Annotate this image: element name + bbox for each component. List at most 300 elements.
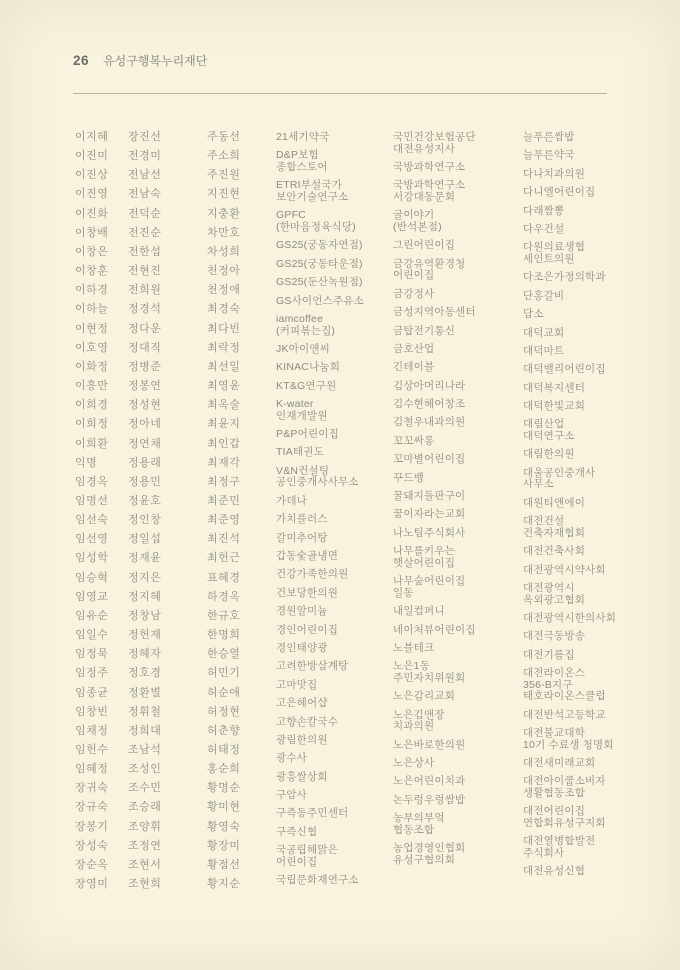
donor-name: 허정현 — [207, 705, 241, 718]
donor-name: 전한섭 — [128, 245, 162, 258]
donor-name: 최재각 — [207, 456, 241, 469]
donor-name: 임정주 — [75, 667, 109, 680]
org-entry-line: 21세기약국 — [276, 131, 330, 143]
donor-name: 정재윤 — [128, 552, 162, 565]
org-entry-line: 건강가족한의원 — [276, 568, 349, 581]
donor-name: 이지혜 — [75, 131, 109, 143]
donor-name: 정휘철 — [128, 705, 162, 718]
donor-name: 정인창 — [128, 514, 162, 527]
donor-name: 정용민 — [128, 475, 162, 488]
org-entry — [523, 650, 616, 662]
donor-name: 주소희 — [207, 150, 241, 163]
org-entry-line: 노은상사 — [393, 757, 435, 770]
org-entry-line: 꿈이자라는교회 — [393, 508, 466, 521]
org-entry-line: 국민건강보험공단 — [393, 131, 476, 143]
donor-name: 장영미 — [75, 878, 109, 891]
donor-name: 지진현 — [207, 188, 241, 201]
donor-name: 정희대 — [128, 724, 162, 737]
donor-name: 천정아 — [207, 265, 241, 278]
org-entry — [523, 383, 616, 395]
org-entry-line: 긴테이블 — [393, 361, 435, 374]
org-entry — [393, 528, 476, 540]
org-entry-line: 대울공인중개사 — [523, 466, 596, 479]
org-entry-line: KINAC나눔회 — [276, 361, 341, 374]
org-entry — [523, 291, 616, 303]
org-entry — [276, 180, 364, 203]
org-entry-line: 논두렁우렁쌈밥 — [393, 793, 466, 806]
org-entry — [276, 429, 364, 441]
org-entry-line: GS25(궁동자연점) — [276, 239, 363, 252]
org-entry — [276, 551, 364, 563]
donor-org-column-1 — [276, 132, 364, 894]
org-entry — [276, 772, 364, 784]
donor-name: 황장미 — [207, 839, 241, 852]
donor-name: 전남선 — [128, 169, 162, 182]
org-entry — [393, 344, 476, 356]
org-entry — [393, 289, 476, 301]
org-entry-line: 대전어린이집 — [523, 805, 586, 818]
org-entry-line: GS25(둔산녹원점) — [276, 276, 363, 289]
donor-name: 이화정 — [75, 360, 109, 373]
donor-name: 정대직 — [128, 341, 162, 354]
org-entry — [523, 668, 616, 703]
org-entry — [393, 509, 476, 521]
org-entry-line: 광림한의원 — [276, 733, 328, 746]
org-entry-line: 가치플러스 — [276, 513, 328, 526]
donor-name: 표혜경 — [207, 571, 241, 584]
org-entry — [393, 643, 476, 655]
donor-name: 한명희 — [207, 629, 241, 642]
donor-name: 이하경 — [75, 284, 109, 297]
org-entry — [393, 758, 476, 770]
org-entry-line: 담소 — [523, 308, 544, 321]
org-entry-line: 금탑전기통신 — [393, 324, 456, 337]
donor-name: 황지순 — [207, 878, 241, 891]
org-entry — [393, 240, 476, 252]
org-entry — [393, 813, 476, 836]
org-entry — [523, 346, 616, 358]
org-entry — [393, 307, 476, 319]
donor-name: 이창훈 — [75, 265, 109, 278]
org-entry — [276, 466, 364, 489]
donor-name: 최옥술 — [207, 399, 241, 412]
org-entry-line: 고려한방삼계탕 — [276, 660, 349, 673]
org-entry — [523, 583, 616, 606]
donor-name: 정헌재 — [128, 629, 162, 642]
page-title: 유성구행복누리재단 — [103, 54, 208, 68]
donor-name: 정용래 — [128, 456, 162, 469]
org-entry-line: 대전광역시 — [523, 581, 575, 594]
org-entry — [523, 613, 616, 625]
org-entry — [523, 364, 616, 376]
org-entry — [276, 790, 364, 802]
donor-name: 이희정 — [75, 418, 109, 431]
org-entry — [523, 187, 616, 199]
donor-name: 주진원 — [207, 169, 241, 182]
org-entry — [523, 728, 616, 751]
org-entry-line: 노은어린이치과 — [393, 775, 466, 788]
org-entry-line: 국방과학연구소 — [393, 160, 466, 173]
donor-name: 최진석 — [207, 533, 241, 546]
org-entry-line: 협동조합 — [393, 823, 435, 836]
org-entry-line: V&N컨설팅 — [276, 464, 330, 477]
org-entry-line: 햇살어린이집 — [393, 556, 456, 569]
org-entry-line: 금강유역환경청 — [393, 257, 466, 270]
org-entry-line: ETRI부설국가 — [276, 179, 343, 192]
org-entry-line: 광수사 — [276, 752, 308, 765]
org-entry-line: 노은1동 — [393, 660, 431, 673]
org-entry — [276, 344, 364, 356]
org-entry-line: 꿀돼지돌판구이 — [393, 490, 466, 503]
donor-name: 이희경 — [75, 399, 109, 412]
donor-name: 정병준 — [128, 360, 162, 373]
org-entry-line: 대전광역시한의사회 — [523, 611, 617, 624]
org-entry — [276, 661, 364, 673]
org-entry-line: 서강대동문회 — [393, 190, 456, 203]
donor-name-column-3 — [207, 128, 240, 894]
donor-name: 조승래 — [128, 801, 162, 814]
org-entry — [523, 776, 616, 799]
org-entry — [393, 843, 476, 866]
donor-name: 정윤호 — [128, 494, 162, 507]
donor-name: 이진상 — [75, 169, 109, 182]
org-entry-line: 갑동숯골냉면 — [276, 549, 339, 562]
org-entry-line: 대덕밸리어린이집 — [523, 363, 606, 376]
org-entry — [393, 417, 476, 429]
org-entry — [393, 210, 476, 233]
donor-name: 최윤지 — [207, 418, 241, 431]
donor-name: 한승열 — [207, 648, 241, 661]
org-entry-line: 대원티앤에이 — [523, 496, 586, 509]
org-entry — [276, 606, 364, 618]
donor-name: 전남숙 — [128, 188, 162, 201]
org-entry-line: 주민자치위원회 — [393, 671, 466, 684]
org-entry-line: 인재개발원 — [276, 409, 328, 422]
org-entry — [276, 381, 364, 393]
donor-name: 임선숙 — [75, 514, 109, 527]
org-entry-line: 대덕마트 — [523, 344, 565, 357]
org-entry-line: (커피볶는집) — [276, 324, 336, 337]
org-entry-line: 어린이집 — [276, 855, 318, 868]
org-entry — [276, 514, 364, 526]
donor-name: 전경미 — [128, 150, 162, 163]
donor-name: 임명선 — [75, 494, 109, 507]
donor-name: 이흥만 — [75, 380, 109, 393]
org-entry-line: 대전불교대학 — [523, 727, 586, 740]
org-entry-line: 태호라이온스클럽 — [523, 690, 606, 703]
donor-name: 장진선 — [128, 131, 162, 143]
donor-name: 허춘향 — [207, 724, 241, 737]
org-entry-line: 노은감리교회 — [393, 690, 456, 703]
donor-name: 이현정 — [75, 322, 109, 335]
donor-name: 임창빈 — [75, 705, 109, 718]
donor-name: 임혜정 — [75, 763, 109, 776]
donor-name: 황미현 — [207, 801, 241, 814]
donor-name: 정아네 — [128, 418, 162, 431]
donor-name: 조양휘 — [128, 820, 162, 833]
org-entry — [276, 314, 364, 337]
donor-name: 임채정 — [75, 724, 109, 737]
donor-name: 정봉연 — [128, 380, 162, 393]
org-entry-line: 대덕복지센터 — [523, 381, 586, 394]
org-entry — [523, 565, 616, 577]
donor-name: 정환별 — [128, 686, 162, 699]
donor-name: 정연채 — [128, 437, 162, 450]
org-entry-line: 대전반석고등학교 — [523, 708, 606, 721]
org-entry — [276, 845, 364, 868]
org-entry — [276, 259, 364, 271]
org-entry — [276, 240, 364, 252]
org-entry-line: 김철우내과의원 — [393, 416, 466, 429]
org-entry — [523, 328, 616, 340]
org-entry-line: 생활협동조합 — [523, 787, 586, 800]
donor-name: 전진순 — [128, 226, 162, 239]
org-entry-line: 내일컴퍼니 — [393, 605, 445, 618]
org-entry-line: 사무소 — [523, 478, 555, 491]
donor-name-column-1 — [75, 128, 108, 894]
donor-name: 임경옥 — [75, 475, 109, 488]
donor-name: 최경숙 — [207, 303, 241, 316]
org-entry — [523, 498, 616, 510]
donor-name: 허태정 — [207, 744, 241, 756]
org-entry — [393, 606, 476, 618]
org-entry-line: 대림산업 — [523, 418, 565, 431]
donor-name: 최정구 — [207, 475, 241, 488]
org-entry — [523, 419, 616, 442]
donor-name: 전현진 — [128, 265, 162, 278]
org-entry — [523, 631, 616, 643]
org-entry — [276, 496, 364, 508]
org-entry-line: 노은바로한의원 — [393, 738, 466, 751]
donor-name: 장규숙 — [75, 801, 109, 814]
org-entry-line: 연합회유성구지회 — [523, 817, 606, 830]
org-entry-line: 꼬꼬싸롱 — [393, 434, 435, 447]
org-entry-line: 경원알미늄 — [276, 605, 328, 618]
org-entry-line: 광흥쌀상회 — [276, 770, 328, 783]
org-entry — [393, 180, 476, 203]
donor-name-column-2 — [128, 128, 161, 894]
org-entry-line: 치과의원 — [393, 720, 435, 733]
donor-name: 전희원 — [128, 284, 162, 297]
org-entry — [276, 150, 364, 173]
donor-name: 임성학 — [75, 552, 109, 565]
org-entry-line: 보안기술연구소 — [276, 190, 349, 203]
org-entry — [276, 698, 364, 710]
org-entry-line: 꾸드뱅 — [393, 471, 425, 484]
donor-name: 천정애 — [207, 284, 241, 297]
org-entry-line: 고은헤어샵 — [276, 697, 328, 710]
org-entry-line: 갈미추어탕 — [276, 531, 328, 544]
donor-name: 임영교 — [75, 590, 109, 603]
org-entry — [276, 808, 364, 820]
org-entry — [393, 795, 476, 807]
org-entry-line: 구암사 — [276, 789, 308, 802]
org-entry — [276, 735, 364, 747]
org-entry-line: 대전기름집 — [523, 648, 575, 661]
org-entry-line: 농업경영인협회 — [393, 842, 466, 855]
org-entry-line: 굴이야기 — [393, 209, 435, 222]
org-entry-line: 대전아이쿱소비자 — [523, 775, 606, 788]
donor-name: 허민기 — [207, 667, 241, 680]
org-entry — [393, 625, 476, 637]
org-entry — [523, 242, 616, 265]
org-entry-line: 다우건설 — [523, 222, 565, 235]
org-entry-line: 대전라이온스 — [523, 667, 586, 680]
org-entry-line: GS사이언스주유소 — [276, 294, 364, 307]
donor-name: 홍순희 — [207, 763, 241, 776]
org-entry-line: 금호산업 — [393, 342, 435, 355]
donor-name: 이희환 — [75, 437, 109, 450]
org-entry — [393, 710, 476, 733]
org-entry-line: K-water — [276, 398, 314, 411]
donor-name: 정다운 — [128, 322, 162, 335]
org-entry — [523, 546, 616, 558]
org-entry-line: 고향손칼국수 — [276, 715, 339, 728]
org-entry — [276, 588, 364, 600]
donor-name: 이창은 — [75, 245, 109, 258]
org-entry-line: 대전광역시약사회 — [523, 563, 606, 576]
org-entry — [276, 625, 364, 637]
org-entry-line: GPFC — [276, 209, 306, 222]
org-entry — [523, 758, 616, 770]
donor-name: 정혜자 — [128, 648, 162, 661]
org-entry-line: 고마맛집 — [276, 678, 318, 691]
org-entry — [523, 866, 616, 878]
org-entry-line: 국방과학연구소 — [393, 179, 466, 192]
org-entry — [393, 473, 476, 485]
org-entry-line: 10기 수료생 청명회 — [523, 738, 614, 751]
org-entry — [523, 836, 616, 859]
org-entry — [523, 272, 616, 284]
org-entry-line: 김상아머리나라 — [393, 379, 466, 392]
org-entry-line: 그린어린이집 — [393, 239, 456, 252]
donor-name: 정지은 — [128, 571, 162, 584]
page-header — [73, 52, 207, 69]
donor-name: 전덕순 — [128, 207, 162, 220]
org-entry-line: 농부의부엌 — [393, 812, 445, 825]
org-entry-line: 대전새미래교회 — [523, 757, 596, 770]
donor-name: 최인갑 — [207, 437, 241, 450]
org-entry-line: 대전극동방송 — [523, 630, 586, 643]
org-entry-line: 구즉신협 — [276, 825, 318, 838]
org-entry — [393, 381, 476, 393]
org-entry — [523, 806, 616, 829]
org-entry-line: 356-B지구 — [523, 678, 573, 691]
org-entry — [276, 277, 364, 289]
org-entry-line: 다조은가정의학과 — [523, 271, 606, 284]
org-entry — [393, 399, 476, 411]
org-entry-line: 대덕교회 — [523, 326, 565, 339]
org-entry-line: 노은김앤장 — [393, 708, 445, 721]
org-entry-line: 종합스토어 — [276, 160, 328, 173]
org-entry-line: 금성지역아동센터 — [393, 306, 476, 319]
org-entry-line: 대림한의원 — [523, 448, 575, 461]
org-entry-line: TIA태권도 — [276, 446, 324, 459]
org-entry — [393, 661, 476, 684]
org-entry — [276, 680, 364, 692]
org-entry-line: 늘푸른약국 — [523, 149, 575, 162]
donor-org-column-2 — [393, 132, 476, 873]
donor-name: 하경옥 — [207, 590, 241, 603]
donor-name: 한규호 — [207, 609, 241, 622]
donor-name: 차성희 — [207, 245, 241, 258]
org-entry — [393, 326, 476, 338]
org-entry — [276, 569, 364, 581]
org-entry-line: 건축자재협회 — [523, 526, 586, 539]
org-entry — [523, 309, 616, 321]
org-entry-line: 김수현헤어창조 — [393, 398, 466, 411]
org-entry — [393, 362, 476, 374]
donor-name: 최준민 — [207, 494, 241, 507]
org-entry — [276, 362, 364, 374]
donor-name: 허순애 — [207, 686, 241, 699]
org-entry-line: (한마음정육식당) — [276, 220, 356, 233]
donor-name: 이하늘 — [75, 303, 109, 316]
donor-name: 차만호 — [207, 226, 241, 239]
donor-name: 이창배 — [75, 226, 109, 239]
donor-name: 최헌근 — [207, 552, 241, 565]
org-entry — [393, 576, 476, 599]
org-entry — [393, 132, 476, 155]
org-entry-line: 다나치과의원 — [523, 167, 586, 180]
donor-name: 최영윤 — [207, 380, 241, 393]
org-entry-line: 경인어린이집 — [276, 623, 339, 636]
org-entry — [523, 449, 616, 461]
org-entry-line: 일동 — [393, 586, 414, 599]
org-entry-line: 나노팀주식회사 — [393, 526, 466, 539]
org-entry-line: 대전건축사회 — [523, 545, 586, 558]
org-entry — [393, 259, 476, 282]
donor-name: 최락정 — [207, 341, 241, 354]
org-entry — [276, 399, 364, 422]
org-entry-line: KT&G연구원 — [276, 379, 337, 392]
org-entry-line: 늘푸른쌈밥 — [523, 131, 575, 143]
org-entry-line: 구즉동주민센터 — [276, 807, 349, 820]
donor-name: 주동선 — [207, 131, 241, 143]
org-entry-line: 대전건설 — [523, 515, 565, 528]
org-entry — [276, 875, 364, 887]
donor-name: 정경석 — [128, 303, 162, 316]
donor-name: 황영숙 — [207, 820, 241, 833]
org-entry-line: 대전유성지사 — [393, 142, 456, 155]
donor-name: 장성숙 — [75, 839, 109, 852]
org-entry-line: P&P어린이집 — [276, 428, 339, 441]
org-entry-line: JK아이앤씨 — [276, 342, 331, 355]
org-entry-line: GS25(궁동타운점) — [276, 257, 363, 270]
donor-org-column-3 — [523, 132, 616, 885]
org-entry — [276, 643, 364, 655]
donor-name: 임선영 — [75, 533, 109, 546]
org-entry — [393, 776, 476, 788]
org-entry-line: 다니엘어린이집 — [523, 186, 596, 199]
org-entry-line: 네이처뷰어린이집 — [393, 623, 476, 636]
donor-name: 임정묵 — [75, 648, 109, 661]
org-entry — [276, 132, 364, 144]
org-entry — [523, 710, 616, 722]
org-entry-line: 다래짬뽕 — [523, 204, 565, 217]
donor-name: 임일수 — [75, 629, 109, 642]
org-entry — [276, 533, 364, 545]
donor-name: 임종균 — [75, 686, 109, 699]
org-entry-line: 대덕한빛교회 — [523, 400, 586, 413]
page-number: 26 — [73, 53, 90, 68]
org-entry-line: 유성구협의회 — [393, 853, 456, 866]
donor-name: 최선일 — [207, 360, 241, 373]
donor-name: 이호영 — [75, 341, 109, 354]
org-entry — [276, 210, 364, 233]
donor-name: 조성인 — [128, 763, 162, 776]
donor-name: 장귀숙 — [75, 782, 109, 795]
